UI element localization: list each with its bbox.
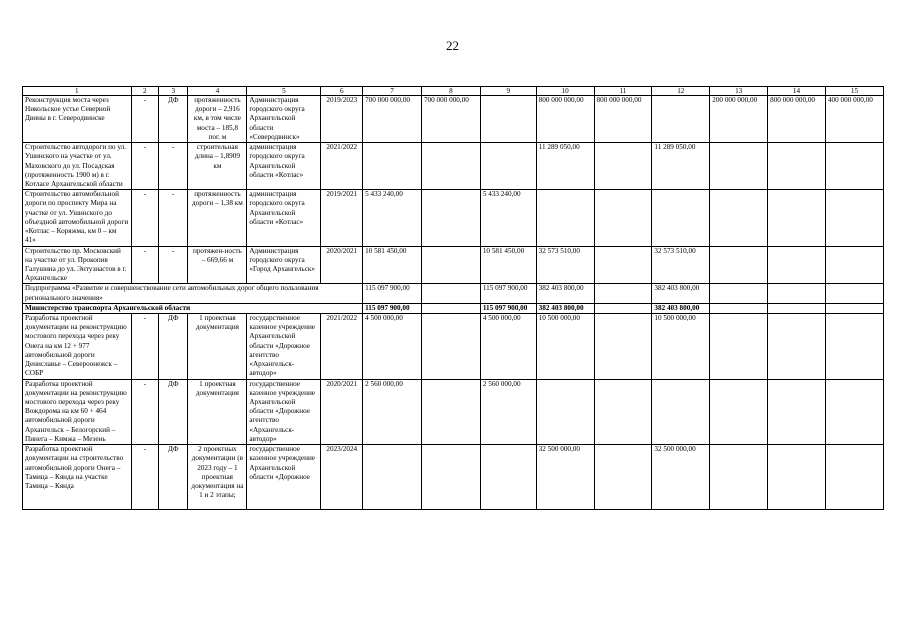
amount: 32 500 000,00 (652, 445, 710, 510)
amount (480, 96, 536, 143)
table-row (23, 143, 884, 190)
amount (421, 379, 480, 445)
amount: 400 000 000,00 (825, 96, 883, 143)
amount (421, 314, 480, 380)
amount: 700 000 000,00 (363, 96, 422, 143)
cell (710, 379, 768, 445)
amount (710, 246, 768, 284)
amount: 32 500 000,00 (536, 445, 594, 510)
amount: 382 403 800,00 (652, 303, 710, 313)
column-number: 13 (710, 87, 768, 96)
amount (594, 143, 652, 190)
amount: 5 433 240,00 (363, 190, 422, 246)
object-name: Разработка проектной документации на реконструкцию мостового перехода через реку Онега на км 12 + 977 автомобильной дороги Дениславье – Североонежск – СОБР (23, 314, 132, 380)
cell: - (131, 96, 158, 143)
cell (421, 284, 480, 303)
cell (825, 314, 883, 380)
amount (421, 445, 480, 510)
amount: 10 581 450,00 (363, 246, 422, 284)
amount: 115 097 900,00 (480, 284, 536, 303)
page-number: 22 (446, 38, 459, 53)
cell (594, 284, 652, 303)
cell (768, 284, 826, 303)
column-number: 12 (652, 87, 710, 96)
capacity: 2 проектных документации (в 2023 году – 1 проектная документация на 1 и 2 этапы; (188, 445, 247, 510)
customer: государственное казенное учреждение Архангельской области «Дорожное агентство «Архангельск-автодор» (247, 379, 321, 445)
customer: Администрация городского округа Архангельской области «Северодвинск» (247, 96, 321, 143)
column-number: 9 (480, 87, 536, 96)
amount: 700 000 000,00 (421, 96, 480, 143)
funding-source: - (159, 143, 188, 190)
period: 2020/2021 (321, 379, 363, 445)
period: 2019/2021 (321, 190, 363, 246)
amount: 2 560 000,00 (480, 379, 536, 445)
amount: 4 500 000,00 (363, 314, 422, 380)
period: 2021/2022 (321, 314, 363, 380)
cell (710, 284, 768, 303)
cell: - (131, 379, 158, 445)
amount: 2 560 000,00 (363, 379, 422, 445)
funding-source: - (159, 190, 188, 246)
cell (768, 314, 826, 380)
cell (825, 379, 883, 445)
amount (710, 190, 768, 246)
amount: 800 000 000,00 (768, 96, 826, 143)
cell (768, 303, 826, 313)
amount: 11 289 050,00 (652, 143, 710, 190)
cell (421, 303, 480, 313)
amount: 4 500 000,00 (480, 314, 536, 380)
amount: 10 581 450,00 (480, 246, 536, 284)
funding-source: ДФ (159, 96, 188, 143)
amount (768, 190, 826, 246)
amount (480, 445, 536, 510)
period: 2023/2024 (321, 445, 363, 510)
amount (652, 379, 710, 445)
object-name: Строительство автомобильной дороги по проспекту Мира на участке от ул. Ушинского до объездной автомобильной дороги «Котлас – Коряжма, км 0 – км 41» (23, 190, 132, 246)
cell (768, 379, 826, 445)
cell (825, 303, 883, 313)
column-number: 2 (131, 87, 158, 96)
amount (421, 246, 480, 284)
amount: 5 433 240,00 (480, 190, 536, 246)
capacity: строительная длина – 1,8909 км (188, 143, 247, 190)
table-row (23, 314, 884, 380)
object-name: Строительство автодороги по ул. Ушинского на участке от ул. Маховского до ул. Посадская (протяженность 1900 м) в г. Котласе Архангельской области (23, 143, 132, 190)
object-name: Строительство пр. Московский на участке от ул. Прокопия Галушина до ул. Энтузиастов в г. Архангельске (23, 246, 132, 284)
cell (710, 314, 768, 380)
customer: государственное казенное учреждение Архангельской области «Дорожное (247, 445, 321, 510)
amount: 11 289 050,00 (536, 143, 594, 190)
period: 2020/2021 (321, 246, 363, 284)
ministry-label: Министерство транспорта Архангельской области (23, 303, 363, 313)
cell: - (131, 314, 158, 380)
amount (363, 143, 422, 190)
amount (594, 314, 652, 380)
capacity: 1 проектная документация (188, 379, 247, 445)
amount: 200 000 000,00 (710, 96, 768, 143)
amount (421, 190, 480, 246)
subprogram-total-row (23, 284, 884, 303)
cell (710, 445, 768, 510)
column-number: 7 (363, 87, 422, 96)
column-number: 3 (159, 87, 188, 96)
cell (768, 445, 826, 510)
column-number: 4 (188, 87, 247, 96)
cell (825, 445, 883, 510)
capacity: протяженность дороги – 1,38 км (188, 190, 247, 246)
object-name: Реконструкция моста через Никольское устье Северной Двины в г. Северодвинске (23, 96, 132, 143)
amount (594, 246, 652, 284)
cell: - (131, 143, 158, 190)
amount: 115 097 900,00 (363, 303, 422, 313)
capacity: протяжен-ность – 669,66 м (188, 246, 247, 284)
column-number: 5 (247, 87, 321, 96)
amount (825, 190, 883, 246)
funding-source: - (159, 246, 188, 284)
table-row (23, 190, 884, 246)
customer: администрация городского округа Архангельской области «Котлас» (247, 190, 321, 246)
funding-source: ДФ (159, 379, 188, 445)
amount (652, 190, 710, 246)
cell: - (131, 445, 158, 510)
column-number: 10 (536, 87, 594, 96)
amount (536, 190, 594, 246)
subprogram-label: Подпрограмма «Развитие и совершенствование сети автомобильных дорог общего пользования регионального значения» (23, 284, 363, 303)
amount: 115 097 900,00 (480, 303, 536, 313)
amount: 800 000 000,00 (536, 96, 594, 143)
amount (768, 143, 826, 190)
amount: 32 573 510,00 (536, 246, 594, 284)
amount (536, 379, 594, 445)
amount: 10 500 000,00 (536, 314, 594, 380)
amount (768, 246, 826, 284)
column-number: 14 (768, 87, 826, 96)
amount: 10 500 000,00 (652, 314, 710, 380)
amount: 382 403 800,00 (652, 284, 710, 303)
object-name: Разработка проектной документации на реконструкцию мостового перехода через реку Вождорома на км 60 + 464 автомобильной дороги Архангельск – Белогорский – Пинега – Кимжа – Мезень (23, 379, 132, 445)
amount (825, 246, 883, 284)
budget-table (22, 86, 884, 510)
capacity: протяженность дороги – 2,916 км, в том числе моста – 185,8 пог. м (188, 96, 247, 143)
period: 2019/2023 (321, 96, 363, 143)
cell: - (131, 246, 158, 284)
amount (594, 379, 652, 445)
cell: - (131, 190, 158, 246)
table-row (23, 445, 884, 510)
amount (363, 445, 422, 510)
object-name: Разработка проектной документации на строительство автомобильной дороги Онега – Тамица – Кянда на участке Тамица – Кянда (23, 445, 132, 510)
funding-source: ДФ (159, 314, 188, 380)
amount (594, 445, 652, 510)
amount (480, 143, 536, 190)
table-row (23, 246, 884, 284)
customer: администрация городского округа Архангельской области «Котлас» (247, 143, 321, 190)
table-row (23, 96, 884, 143)
amount: 382 403 800,00 (536, 284, 594, 303)
cell (594, 303, 652, 313)
amount (652, 96, 710, 143)
amount: 32 573 510,00 (652, 246, 710, 284)
customer: Администрация городского округа «Город Архангельск» (247, 246, 321, 284)
column-number-row (23, 87, 884, 96)
amount (421, 143, 480, 190)
funding-source: ДФ (159, 445, 188, 510)
cell (710, 303, 768, 313)
amount: 115 097 900,00 (363, 284, 422, 303)
column-number: 8 (421, 87, 480, 96)
customer: государственное казенное учреждение Архангельской области «Дорожное агентство «Архангельск-автодор» (247, 314, 321, 380)
amount (710, 143, 768, 190)
amount (825, 143, 883, 190)
column-number: 1 (23, 87, 132, 96)
amount: 800 000 000,00 (594, 96, 652, 143)
period: 2021/2022 (321, 143, 363, 190)
table-row (23, 379, 884, 445)
column-number: 15 (825, 87, 883, 96)
column-number: 6 (321, 87, 363, 96)
amount: 382 403 800,00 (536, 303, 594, 313)
column-number: 11 (594, 87, 652, 96)
ministry-total-row (23, 303, 884, 313)
amount (594, 190, 652, 246)
capacity: 1 проектная документация (188, 314, 247, 380)
cell (825, 284, 883, 303)
